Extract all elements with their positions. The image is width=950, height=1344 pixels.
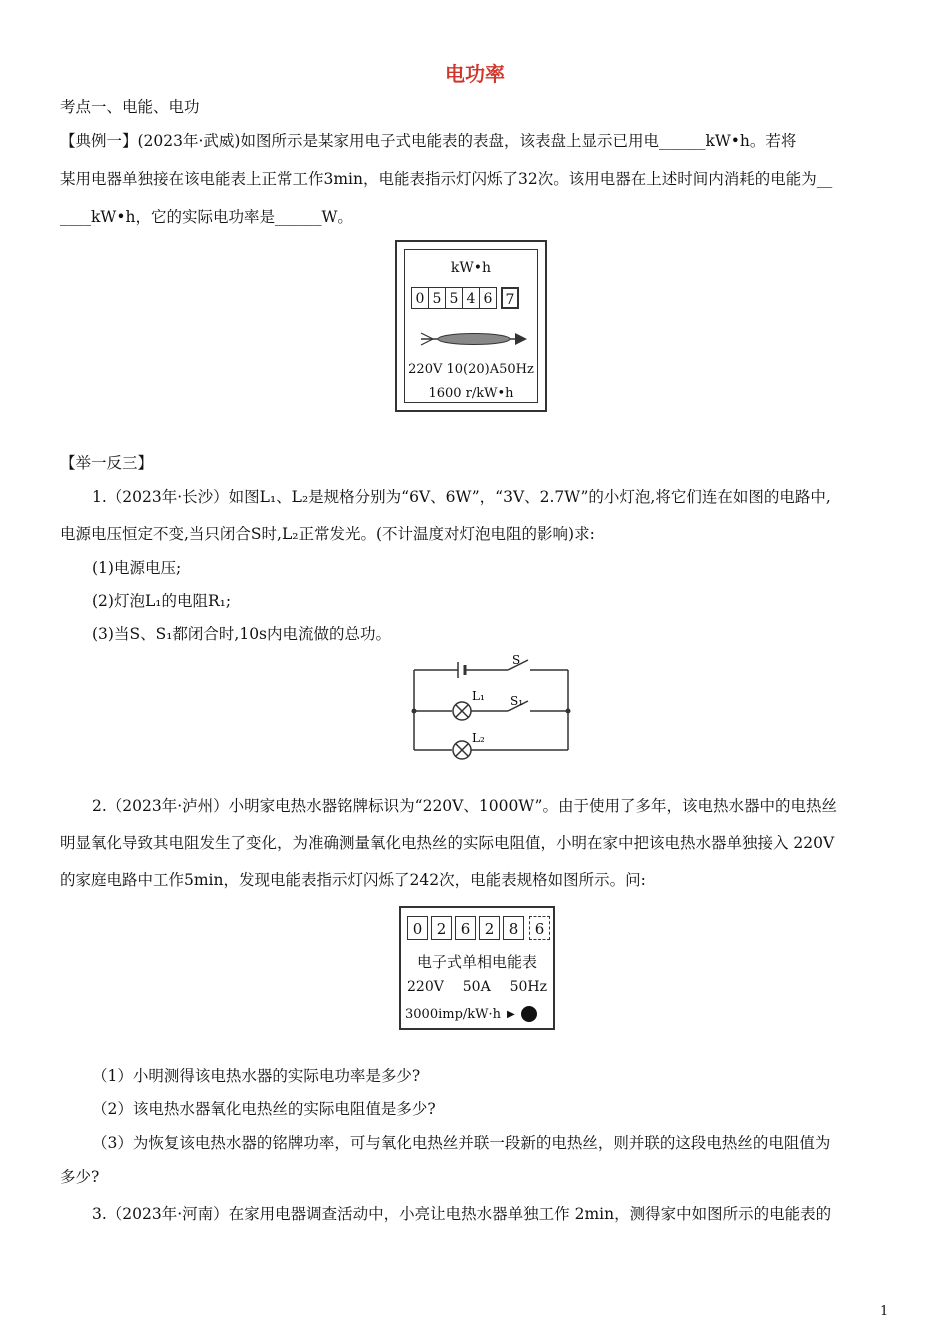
meter2-rate-row	[405, 1006, 537, 1022]
meter2-rate: 3000imp/kW·h	[405, 1006, 502, 1022]
energy-meter-figure-2	[399, 906, 555, 1030]
meter2-decimal-digit: 6	[529, 916, 550, 940]
q2-sub-3-line-2: 多少?	[60, 1168, 100, 1186]
meter1-spec: 220V 10(20)A50Hz	[408, 362, 534, 377]
q2-sub-2: （2）该电热水器氧化电热丝的实际电阻值是多少?	[92, 1100, 436, 1118]
q3-line-1: 3.（2023年·河南）在家用电器调查活动中，小亮让电热水器单独工作 2min，测得家中如图所示的电能表的	[92, 1205, 832, 1223]
q1-line-2: 电源电压恒定不变,当只闭合S时,L₂正常发光。(不计温度对灯泡电阻的影响)求:	[60, 525, 595, 543]
q1-sub-1: (1)电源电压;	[92, 559, 182, 577]
meter1-digit: 5	[445, 287, 463, 309]
energy-meter-figure-1	[395, 240, 547, 412]
meter2-frequency: 50Hz	[509, 979, 547, 995]
q2-sub-1: （1）小明测得该电热水器的实际电功率是多少?	[92, 1067, 421, 1085]
meter2-digit: 6	[455, 916, 476, 940]
example-line-3: ____kW•h，它的实际电功率是______W。	[60, 208, 353, 226]
meter2-voltage: 220V	[407, 979, 444, 995]
meter1-decimal-digit: 7	[501, 287, 519, 309]
meter2-title: 电子式单相电能表	[416, 953, 537, 971]
meter1-digit: 5	[428, 287, 446, 309]
page-title: 电功率	[445, 62, 505, 86]
q2-line-2: 明显氧化导致其电阻发生了变化，为准确测量氧化电热丝的实际电阻值，小明在家中把该电热水器单独接入 220V	[60, 834, 835, 852]
meter1-digit: 0	[411, 287, 429, 309]
circuit-label-s: S	[512, 653, 521, 667]
circuit-diagram	[408, 650, 578, 760]
circuit-label-s1: S₁	[510, 694, 524, 708]
meter1-digits	[411, 287, 518, 309]
q2-sub-3-line-1: （3）为恢复该电热水器的铭牌功率，可与氧化电热丝并联一段新的电热丝，则并联的这段电热丝的电阻值为	[92, 1134, 831, 1152]
q2-line-3: 的家庭电路中工作5min，发现电能表指示灯闪烁了242次，电能表规格如图所示。问:	[60, 871, 646, 889]
q1-sub-2: (2)灯泡L₁的电阻R₁;	[92, 592, 232, 610]
example-line-2: 某用电器单独接在该电能表上正常工作3min，电能表指示灯闪烁了32次。该用电器在上述时间内消耗的电能为__	[60, 170, 833, 188]
example-line-1: 【典例一】(2023年·武威)如图所示是某家用电子式电能表的表盘，该表盘上显示已用电______kW•h。若将	[60, 132, 797, 150]
meter1-disc-icon	[419, 326, 531, 352]
meter2-current: 50A	[462, 979, 491, 995]
meter2-digit: 2	[431, 916, 452, 940]
meter2-digits	[407, 916, 553, 940]
practice-heading: 【举一反三】	[60, 454, 154, 472]
q2-line-1: 2.（2023年·泸州）小明家电热水器铭牌标识为“220V、1000W”。由于使用了多年，该电热水器中的电热丝	[92, 797, 837, 815]
section-heading: 考点一、电能、电功	[60, 98, 200, 116]
meter2-spec	[407, 979, 547, 995]
circuit-label-l2: L₂	[472, 731, 485, 745]
meter1-digit: 4	[462, 287, 480, 309]
indicator-light-icon	[521, 1006, 537, 1022]
q1-sub-3: (3)当S、S₁都闭合时,10s内电流做的总功。	[92, 625, 392, 643]
meter2-digit: 2	[479, 916, 500, 940]
meter1-digit: 6	[479, 287, 497, 309]
page-number: 1	[880, 1304, 889, 1319]
play-triangle-icon: ▶	[507, 1008, 515, 1020]
meter2-digit: 0	[407, 916, 428, 940]
q1-line-1: 1.（2023年·长沙）如图L₁、L₂是规格分别为“6V、6W”，“3V、2.7W”的小灯泡,将它们连在如图的电路中,	[92, 488, 831, 506]
meter1-unit: kW•h	[450, 260, 492, 276]
circuit-label-l1: L₁	[472, 689, 485, 703]
meter1-rate: 1600 r/kW•h	[428, 386, 514, 401]
meter2-digit: 8	[503, 916, 524, 940]
